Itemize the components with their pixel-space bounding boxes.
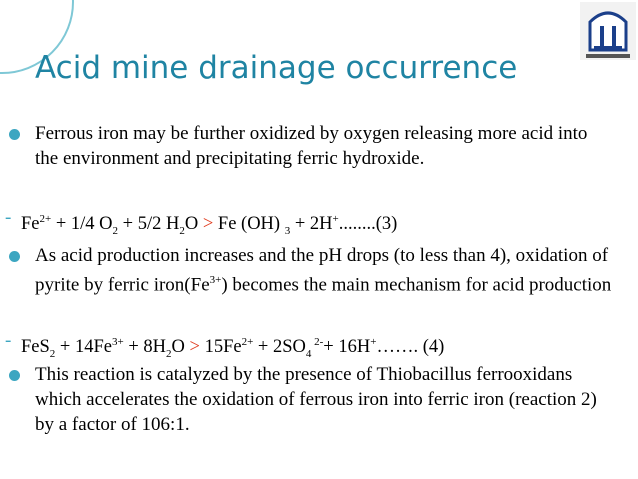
bullet-marker-icon xyxy=(9,370,20,381)
eq-term: + 14Fe xyxy=(55,337,112,358)
eq-term: Fe xyxy=(21,214,40,235)
eq-superscript: 2+ xyxy=(241,336,254,348)
eq-superscript: + xyxy=(332,213,339,225)
eq-subscript: 2 xyxy=(166,347,172,360)
dash-marker: - xyxy=(5,330,12,351)
bullet-text: As acid production increases and the pH drops (to less than 4), oxidation of pyrite by ferric iron(Fe xyxy=(35,245,609,296)
eq-term: ……. (4) xyxy=(376,337,445,358)
eq-subscript: 2 xyxy=(179,224,185,237)
bullet-thiobacillus xyxy=(35,362,605,437)
eq-term: + 5/2 H xyxy=(118,214,180,235)
eq-term: ........(3) xyxy=(338,214,398,235)
eq-term: O xyxy=(184,214,203,235)
eq-term: + 16H xyxy=(323,337,371,358)
eq-term: + 1/4 O xyxy=(51,214,113,235)
eq-term: Fe (OH) xyxy=(213,214,285,235)
bullet-text: ) becomes the main mechanism for acid production xyxy=(221,274,612,296)
eq-term: O xyxy=(171,337,190,358)
dash-marker: - xyxy=(5,207,12,228)
slide-title: Acid mine drainage occurrence xyxy=(35,50,518,86)
eq-term: + 2SO xyxy=(253,337,306,358)
bullet-ferrous-oxidation xyxy=(35,121,605,171)
eq-subscript: 2 xyxy=(112,224,119,237)
institution-emblem-icon xyxy=(578,0,638,62)
eq-superscript: 3+ xyxy=(111,336,124,348)
eq-term: + 8H xyxy=(123,337,166,358)
eq-term: 15Fe xyxy=(199,337,242,358)
eq-superscript: 2+ xyxy=(39,213,52,225)
bullet-acid-production xyxy=(35,243,625,297)
reaction-arrow: > xyxy=(202,214,214,235)
bullet-superscript: 3+ xyxy=(209,274,222,286)
bullet-marker-icon xyxy=(9,129,20,140)
eq-superscript: + xyxy=(370,336,377,348)
bullet-text: This reaction is catalyzed by the presence of Thiobacillus ferrooxidans which accelerates the oxidation of ferrous iron into ferric iron (reaction 2) by a factor of 106:1. xyxy=(35,364,597,435)
eq-subscript: 2 xyxy=(49,347,56,360)
eq-term: FeS xyxy=(21,337,50,358)
reaction-arrow: > xyxy=(189,337,200,358)
bullet-marker-icon xyxy=(9,251,20,262)
eq-term: + 2H xyxy=(290,214,333,235)
eq-subscript: 3 xyxy=(284,224,291,237)
eq-subscript: 4 xyxy=(305,347,312,360)
equation-3 xyxy=(21,207,397,244)
bullet-text: Ferrous iron may be further oxidized by oxygen releasing more acid into the environment and precipitating ferric hydroxide. xyxy=(35,123,588,169)
eq-superscript: 2- xyxy=(311,336,324,348)
